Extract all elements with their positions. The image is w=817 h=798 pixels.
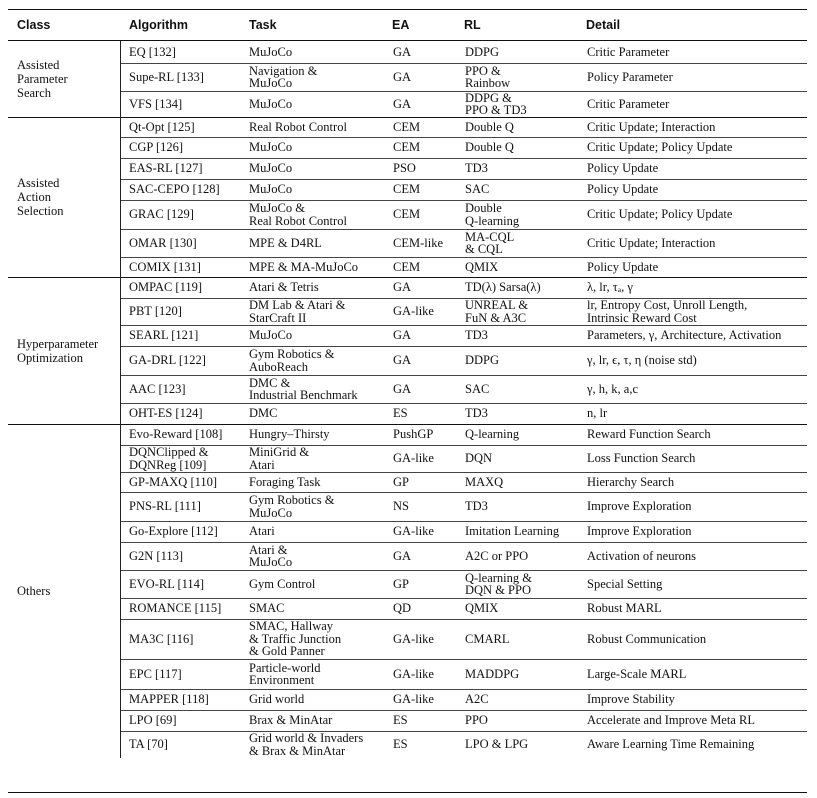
detail-cell: Critic Parameter xyxy=(587,44,670,59)
table-row xyxy=(8,257,807,277)
task-cell: Particle-world Environment xyxy=(249,660,321,687)
task-cell: MuJoCo xyxy=(249,328,293,343)
ea-cell: GP xyxy=(393,474,409,489)
task-cell: Atari & Tetris xyxy=(249,280,319,295)
table-row xyxy=(8,659,807,689)
table-row xyxy=(8,298,807,325)
detail-cell: Critic Update; Policy Update xyxy=(587,140,733,155)
detail-cell: Critic Update; Interaction xyxy=(587,119,716,134)
ea-cell: GA xyxy=(393,381,412,396)
table-row xyxy=(8,689,807,710)
task-cell: DMC & Industrial Benchmark xyxy=(249,375,358,402)
algorithm-cell: Supe-RL [133] xyxy=(129,69,204,84)
table-row xyxy=(8,277,807,298)
table-row xyxy=(8,521,807,542)
algorithm-cell: EQ [132] xyxy=(129,44,176,59)
detail-cell: Critic Parameter xyxy=(587,96,670,111)
detail-cell: Reward Function Search xyxy=(587,427,711,442)
algorithm-cell: GRAC [129] xyxy=(129,207,194,222)
table-row xyxy=(8,731,807,758)
algorithm-cell: Go-Explore [112] xyxy=(129,524,218,539)
rl-cell: MA-CQL & CQL xyxy=(465,229,515,256)
task-cell: MiniGrid & Atari xyxy=(249,445,310,472)
table-row xyxy=(8,598,807,619)
detail-cell: Parameters, γ, Architecture, Activation xyxy=(587,328,782,343)
table-row xyxy=(8,375,807,403)
algorithm-cell: VFS [134] xyxy=(129,96,183,111)
table-row xyxy=(8,492,807,521)
header-ea: EA xyxy=(392,18,410,32)
ea-cell: CEM xyxy=(393,207,421,222)
task-cell: SMAC, Hallway & Traffic Junction & Gold Panner xyxy=(249,619,342,659)
detail-cell: Policy Update xyxy=(587,182,659,197)
column-separator xyxy=(120,41,121,117)
algorithm-cell: TA [70] xyxy=(129,737,168,752)
task-cell: Navigation & MuJoCo xyxy=(249,63,318,90)
task-cell: DM Lab & Atari & StarCraft II xyxy=(249,298,346,325)
table-row xyxy=(8,445,807,472)
ea-cell: GP xyxy=(393,576,409,591)
rl-cell: Double Q xyxy=(465,119,514,134)
rl-cell: TD3 xyxy=(465,499,488,514)
detail-cell: Critic Update; Policy Update xyxy=(587,207,733,222)
rl-cell: TD3 xyxy=(465,328,488,343)
task-cell: MuJoCo xyxy=(249,182,293,197)
ea-cell: QD xyxy=(393,601,412,616)
algorithm-cell: OHT-ES [124] xyxy=(129,406,203,421)
algorithm-cell: PBT [120] xyxy=(129,304,182,319)
table-row xyxy=(8,472,807,492)
detail-cell: Special Setting xyxy=(587,576,663,591)
ea-cell: PSO xyxy=(393,161,416,176)
detail-cell: Robust MARL xyxy=(587,601,662,616)
task-cell: Foraging Task xyxy=(249,474,321,489)
algorithm-cell: MA3C [116] xyxy=(129,631,194,646)
table-row xyxy=(8,325,807,346)
detail-cell: lr, Entropy Cost, Unroll Length, Intrinsic Reward Cost xyxy=(587,298,748,325)
task-cell: Real Robot Control xyxy=(249,119,347,134)
algorithm-cell: Qt-Opt [125] xyxy=(129,119,195,134)
ea-cell: GA xyxy=(393,328,412,343)
ea-cell: GA-like xyxy=(393,451,434,466)
class-label: Assisted Parameter Search xyxy=(17,58,68,100)
detail-cell: γ, lr, ϵ, τ, η (noise std) xyxy=(587,353,697,368)
rl-cell: A2C xyxy=(465,692,489,707)
class-label: Assisted Action Selection xyxy=(17,176,64,218)
rl-cell: Double Q-learning xyxy=(465,201,520,228)
ea-cell: GA-like xyxy=(393,524,434,539)
detail-cell: Improve Exploration xyxy=(587,499,692,514)
rl-cell: A2C or PPO xyxy=(465,548,529,563)
ea-cell: PushGP xyxy=(393,427,434,442)
detail-cell: Accelerate and Improve Meta RL xyxy=(587,713,755,728)
algorithm-cell: OMPAC [119] xyxy=(129,280,203,295)
header-algorithm: Algorithm xyxy=(129,18,189,32)
table-row xyxy=(8,158,807,179)
rl-cell: PPO & Rainbow xyxy=(465,63,511,90)
detail-cell: γ, h, k, a,c xyxy=(587,381,638,396)
algorithm-cell: ROMANCE [115] xyxy=(129,601,222,616)
detail-cell: Improve Stability xyxy=(587,692,675,707)
class-label: Hyperparameter Optimization xyxy=(17,336,99,365)
table-row xyxy=(8,229,807,257)
rl-cell: TD3 xyxy=(465,161,488,176)
rl-cell: QMIX xyxy=(465,601,499,616)
task-cell: MuJoCo xyxy=(249,161,293,176)
detail-cell: Loss Function Search xyxy=(587,451,696,466)
rl-cell: Double Q xyxy=(465,140,514,155)
bottom-rule xyxy=(8,792,807,793)
algorithm-cell: AAC [123] xyxy=(129,381,186,396)
task-cell: MuJoCo xyxy=(249,96,293,111)
ea-cell: GA xyxy=(393,69,412,84)
table-row xyxy=(8,424,807,445)
table-row xyxy=(8,619,807,659)
detail-cell: n, lr xyxy=(587,406,608,421)
rl-cell: Q-learning & DQN & PPO xyxy=(465,570,532,597)
rl-cell: LPO & LPG xyxy=(465,737,529,752)
table-row xyxy=(8,117,807,137)
table-row xyxy=(8,179,807,200)
algorithm-cell: DQNClipped & DQNReg [109] xyxy=(129,445,209,472)
ea-cell: GA-like xyxy=(393,666,434,681)
rl-cell: DDPG xyxy=(465,44,500,59)
ea-cell: GA xyxy=(393,96,412,111)
ea-cell: GA xyxy=(393,353,412,368)
column-separator xyxy=(120,277,121,424)
task-cell: Grid world xyxy=(249,692,305,707)
detail-cell: Hierarchy Search xyxy=(587,474,675,489)
algorithm-cell: G2N [113] xyxy=(129,548,184,563)
table-row xyxy=(8,91,807,117)
ea-cell: CEM xyxy=(393,259,421,274)
ea-cell: GA xyxy=(393,548,412,563)
table-row xyxy=(8,200,807,229)
detail-cell: Activation of neurons xyxy=(587,548,697,563)
class-label: Others xyxy=(17,584,51,598)
task-cell: Grid world & Invaders & Brax & MinAtar xyxy=(249,731,364,758)
ea-cell: ES xyxy=(393,713,408,728)
task-cell: MPE & MA-MuJoCo xyxy=(249,259,359,274)
task-cell: MuJoCo xyxy=(249,44,293,59)
algorithm-cell: LPO [69] xyxy=(129,713,177,728)
ea-cell: GA xyxy=(393,280,412,295)
ea-cell: GA-like xyxy=(393,304,434,319)
header-detail: Detail xyxy=(586,18,621,32)
task-cell: Atari & MuJoCo xyxy=(249,542,293,569)
rl-cell: CMARL xyxy=(465,631,510,646)
detail-cell: Policy Update xyxy=(587,259,659,274)
detail-cell: Improve Exploration xyxy=(587,524,692,539)
detail-cell: Policy Parameter xyxy=(587,69,673,84)
detail-cell: Aware Learning Time Remaining xyxy=(587,737,755,752)
rl-cell: Q-learning xyxy=(465,427,520,442)
algorithm-cell: CGP [126] xyxy=(129,140,184,155)
algorithm-cell: EPC [117] xyxy=(129,666,182,681)
task-cell: Atari xyxy=(249,524,275,539)
detail-cell: λ, lr, τₐ, γ xyxy=(587,280,633,295)
rl-cell: DDPG xyxy=(465,353,500,368)
ea-cell: NS xyxy=(393,499,409,514)
task-cell: MPE & D4RL xyxy=(249,235,322,250)
ea-cell: CEM-like xyxy=(393,235,443,250)
ea-cell: ES xyxy=(393,406,408,421)
task-cell: Brax & MinAtar xyxy=(249,713,333,728)
rl-cell: SAC xyxy=(465,182,490,197)
algorithm-cell: COMIX [131] xyxy=(129,259,201,274)
ea-cell: GA-like xyxy=(393,631,434,646)
table-row xyxy=(8,570,807,598)
task-cell: MuJoCo xyxy=(249,140,293,155)
ea-cell: GA-like xyxy=(393,692,434,707)
detail-cell: Large-Scale MARL xyxy=(587,666,687,681)
rl-cell: TD(λ) Sarsa(λ) xyxy=(465,280,541,295)
algorithm-cell: SEARL [121] xyxy=(129,328,199,343)
algorithm-cell: SAC-CEPO [128] xyxy=(129,182,220,197)
ea-cell: CEM xyxy=(393,140,421,155)
rl-cell: PPO xyxy=(465,713,488,728)
rl-cell: MAXQ xyxy=(465,474,504,489)
table-row xyxy=(8,403,807,424)
table-row xyxy=(8,710,807,731)
rl-cell: DDPG & PPO & TD3 xyxy=(465,90,527,117)
task-cell: Gym Control xyxy=(249,576,316,591)
table-row xyxy=(8,63,807,91)
rl-cell: QMIX xyxy=(465,259,499,274)
algorithm-cell: Evo-Reward [108] xyxy=(129,427,223,442)
algorithm-cell: MAPPER [118] xyxy=(129,692,209,707)
detail-cell: Robust Communication xyxy=(587,631,707,646)
algorithm-cell: EAS-RL [127] xyxy=(129,161,203,176)
ea-cell: CEM xyxy=(393,182,421,197)
rl-cell: Imitation Learning xyxy=(465,524,560,539)
header-task: Task xyxy=(249,18,277,32)
task-cell: Hungry–Thirsty xyxy=(249,427,330,442)
rl-cell: DQN xyxy=(465,451,493,466)
column-separator xyxy=(120,424,121,758)
header-class: Class xyxy=(17,18,51,32)
task-cell: DMC xyxy=(249,406,278,421)
task-cell: SMAC xyxy=(249,601,285,616)
task-cell: Gym Robotics & MuJoCo xyxy=(249,493,335,520)
ea-cell: GA xyxy=(393,44,412,59)
algorithm-cell: GP-MAXQ [110] xyxy=(129,474,218,489)
task-cell: Gym Robotics & AuboReach xyxy=(249,347,335,374)
rl-cell: UNREAL & FuN & A3C xyxy=(465,298,529,325)
task-cell: MuJoCo & Real Robot Control xyxy=(249,201,347,228)
header-rl: RL xyxy=(464,18,481,32)
ea-cell: ES xyxy=(393,737,408,752)
table-row xyxy=(8,41,807,63)
table-row xyxy=(8,346,807,375)
table-row xyxy=(8,542,807,570)
column-separator xyxy=(120,117,121,277)
algorithm-cell: GA-DRL [122] xyxy=(129,353,206,368)
algorithm-cell: EVO-RL [114] xyxy=(129,576,205,591)
table-row xyxy=(8,137,807,158)
rl-cell: TD3 xyxy=(465,406,488,421)
rl-cell: MADDPG xyxy=(465,666,520,681)
detail-cell: Critic Update; Interaction xyxy=(587,235,716,250)
ea-cell: CEM xyxy=(393,119,421,134)
detail-cell: Policy Update xyxy=(587,161,659,176)
algorithm-cell: PNS-RL [111] xyxy=(129,499,201,514)
algorithm-cell: OMAR [130] xyxy=(129,235,197,250)
rl-cell: SAC xyxy=(465,381,490,396)
